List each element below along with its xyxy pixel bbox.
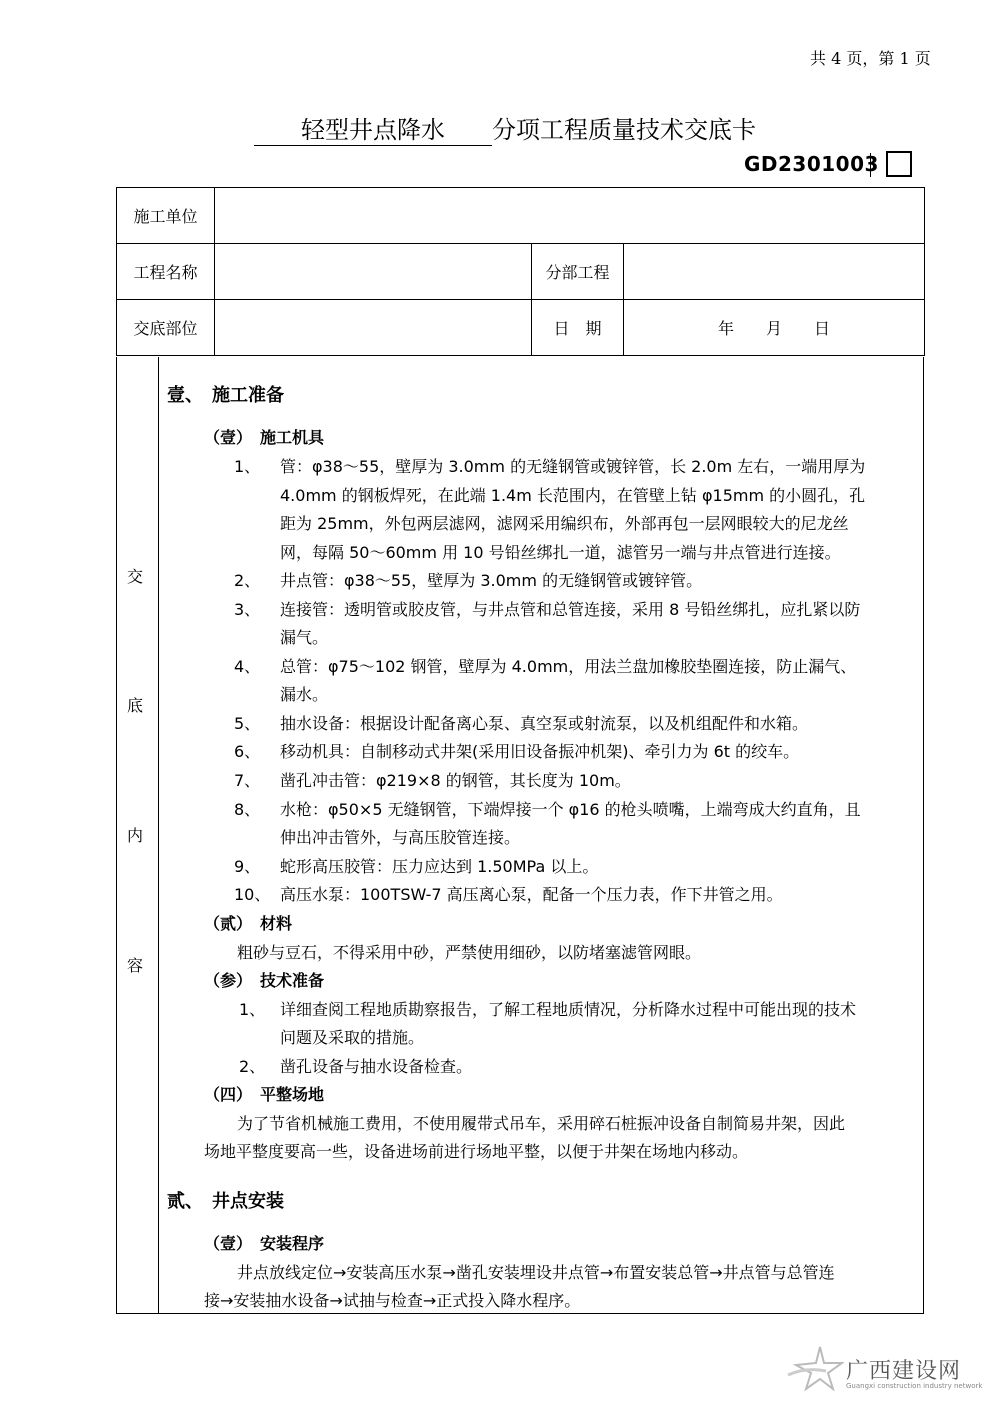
subsection-heading: （壹） 安装程序 xyxy=(204,1234,325,1253)
paragraph-text: 为了节省机械施工费用，不使用履带式吊车，采用碎石桩振冲设备自制简易井架，因此 xyxy=(237,1114,846,1133)
part-value xyxy=(215,300,532,356)
item-number: 1、 xyxy=(234,457,261,476)
subsection-heading: （参） 技术准备 xyxy=(204,971,325,990)
item-number: 2、 xyxy=(239,1057,266,1076)
subsection-heading: （壹） 施工机具 xyxy=(204,428,325,447)
project-label: 工程名称 xyxy=(117,244,215,300)
header-table xyxy=(116,187,925,356)
item-text: 移动机具：自制移动式井架(采用旧设备振冲机架)、牵引力为 6t 的绞车。 xyxy=(280,742,800,761)
sub-project-value xyxy=(624,244,925,300)
section-heading: 壹、 施工准备 xyxy=(167,385,284,406)
item-text: 网，每隔 50～60mm 用 10 号铅丝绑扎一道，滤管另一端与井点管进行连接。 xyxy=(280,543,841,562)
side-label-char: 内 xyxy=(127,826,144,845)
item-number: 3、 xyxy=(234,600,261,619)
star-logo-icon xyxy=(786,1345,844,1395)
document-number: GD2301003 xyxy=(744,152,879,176)
item-number: 1、 xyxy=(239,1000,266,1019)
column-divider xyxy=(158,357,159,1313)
item-text: 连接管：透明管或胶皮管，与井点管和总管连接，采用 8 号铅丝绑扎，应扎紧以防 xyxy=(280,600,861,619)
item-text: 详细查阅工程地质勘察报告，了解工程地质情况，分析降水过程中可能出现的技术 xyxy=(280,1000,857,1019)
item-text: 漏气。 xyxy=(280,628,329,647)
item-text: 蛇形高压胶管：压力应达到 1.50MPa 以上。 xyxy=(280,857,599,876)
item-text: 总管：φ75～102 钢管，壁厚为 4.0mm，用法兰盘加橡胶垫圈连接，防止漏气、 xyxy=(280,657,857,676)
item-text: 高压水泵：100TSW-7 高压离心泵，配备一个压力表，作下井管之用。 xyxy=(280,885,783,904)
subsection-heading: （四） 平整场地 xyxy=(204,1085,325,1104)
item-text: 抽水设备：根据设计配备离心泵、真空泵或射流泵，以及机组配件和水箱。 xyxy=(280,714,809,733)
item-text: 伸出冲击管外，与高压胶管连接。 xyxy=(280,828,521,847)
doc-number-checkbox xyxy=(886,151,912,177)
paragraph-text: 粗砂与豆石，不得采用中砂，严禁使用细砂，以防堵塞滤管网眼。 xyxy=(237,943,702,962)
project-value xyxy=(215,244,532,300)
item-text: 距为 25mm，外包两层滤网，滤网采用编织布，外部再包一层网眼较大的尼龙丝 xyxy=(280,514,849,533)
sub-project-label: 分部工程 xyxy=(532,244,624,300)
date-label: 日 期 xyxy=(532,300,624,356)
item-text: 井点管：φ38～55，壁厚为 3.0mm 的无缝钢管或镀锌管。 xyxy=(280,571,703,590)
item-number: 6、 xyxy=(234,742,261,761)
item-text: 凿孔冲击管：φ219×8 的钢管，其长度为 10m。 xyxy=(280,771,631,790)
side-label-char: 交 xyxy=(127,567,144,586)
item-number: 9、 xyxy=(234,857,261,876)
item-number: 5、 xyxy=(234,714,261,733)
watermark-subtitle: Guangxi construction industry network xyxy=(846,1382,983,1390)
part-label: 交底部位 xyxy=(117,300,215,356)
item-text: 凿孔设备与抽水设备检查。 xyxy=(280,1057,473,1076)
item-text: 漏水。 xyxy=(280,685,329,704)
side-label-char: 底 xyxy=(127,696,144,715)
paragraph-text: 场地平整度要高一些，设备进场前进行场地平整，以便于井架在场地内移动。 xyxy=(204,1142,749,1161)
subsection-heading: （贰） 材料 xyxy=(204,914,293,933)
unit-value xyxy=(215,188,925,244)
page-title xyxy=(254,110,756,146)
paragraph-text: 接→安装抽水设备→试抽与检查→正式投入降水程序。 xyxy=(204,1291,581,1310)
item-number: 2、 xyxy=(234,571,261,590)
item-number: 4、 xyxy=(234,657,261,676)
title-suffix: 分项工程质量技术交底卡 xyxy=(492,116,756,144)
doc-number-cursor xyxy=(870,153,872,177)
item-text: 4.0mm 的钢板焊死，在此端 1.4m 长范围内，在管壁上钻 φ15mm 的小圆孔，孔 xyxy=(280,486,866,505)
side-label-char: 容 xyxy=(127,956,144,975)
item-text: 水枪：φ50×5 无缝钢管，下端焊接一个 φ16 的枪头喷嘴，上端弯成大约直角，且 xyxy=(280,800,861,819)
date-value: 年 月 日 xyxy=(624,300,925,356)
section-heading: 贰、 井点安装 xyxy=(167,1191,284,1212)
item-text: 问题及采取的措施。 xyxy=(280,1028,425,1047)
title-subject: 轻型井点降水 xyxy=(254,110,492,146)
unit-label: 施工单位 xyxy=(117,188,215,244)
item-text: 管：φ38～55，壁厚为 3.0mm 的无缝钢管或镀锌管，长 2.0m 左右，一端用厚为 xyxy=(280,457,866,476)
page-info: 共 4 页，第 1 页 xyxy=(810,49,931,68)
watermark-title: 广西建设网 xyxy=(846,1359,962,1384)
item-number: 8、 xyxy=(234,800,261,819)
item-number: 10、 xyxy=(234,885,271,904)
paragraph-text: 井点放线定位→安装高压水泵→凿孔安装埋设井点管→布置安装总管→井点管与总管连 xyxy=(237,1263,835,1282)
item-number: 7、 xyxy=(234,771,261,790)
